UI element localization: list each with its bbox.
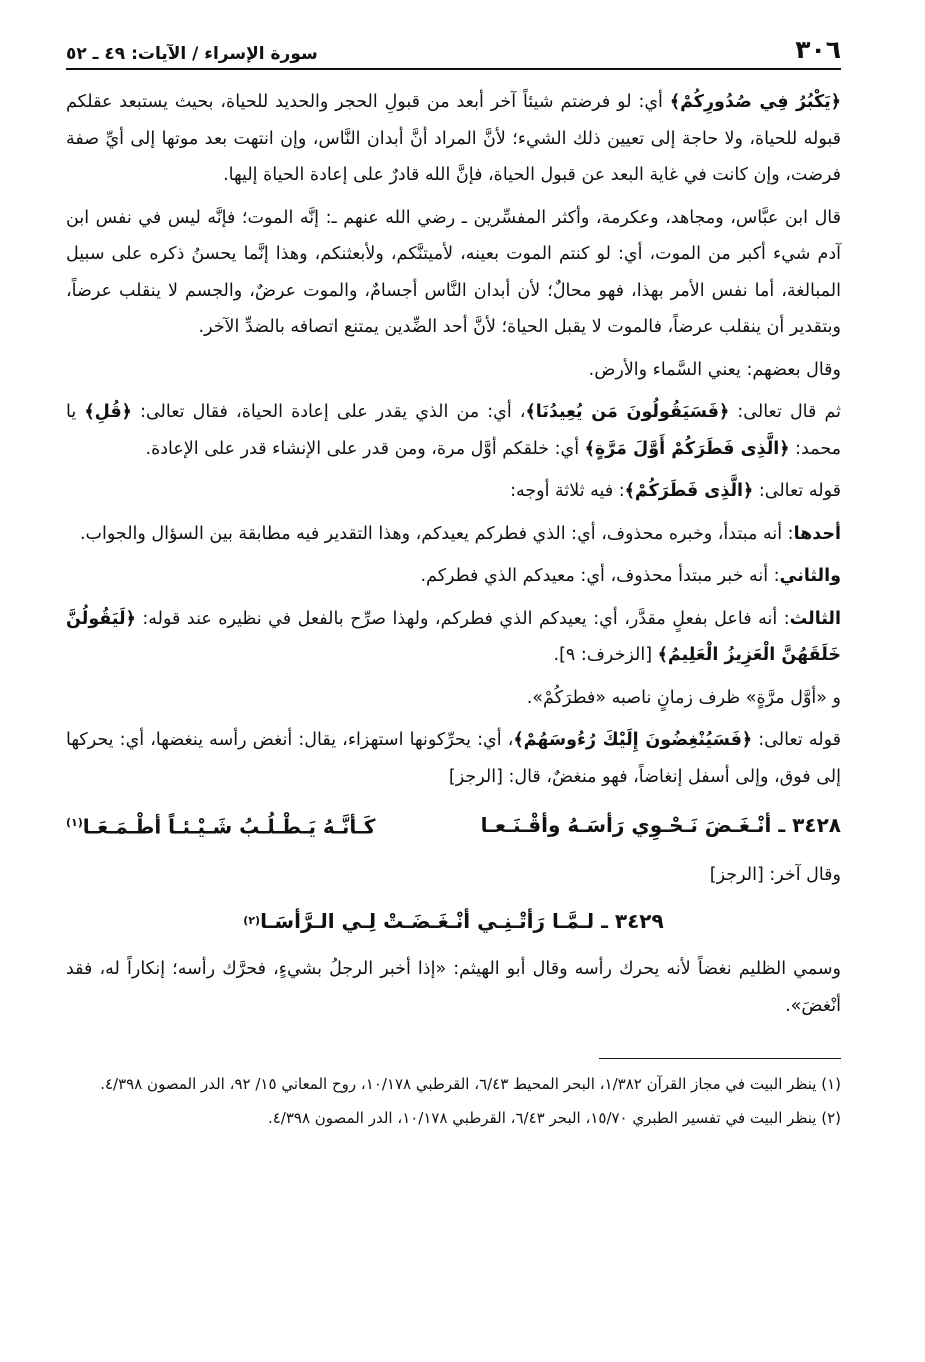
paragraph	[66, 473, 841, 510]
quran-quote: ﴿قُلِ﴾	[84, 402, 132, 422]
paragraph-text: ، أي: يحرِّكونها استهزاء، يقال: أنغض رأسه ينغضها، أي: يحركها إلى فوق، وإلى أسفل إنغاضاً، فهو منغضٌ، قال: [الرجز]	[66, 730, 841, 787]
quran-quote: ﴿فَسَيُنْغِضُونَ إِلَيْكَ رُءُوسَهُمْ﴾	[513, 730, 753, 750]
paragraph	[66, 558, 841, 595]
verse-text: كَـأنَّـهُ يَـطْـلُـبُ شَـيْـئـاً أطْـمَـعَـا	[82, 814, 376, 839]
footnotes	[66, 1069, 841, 1133]
quran-quote: ﴿الَّذِى فَطَرَكُمْ﴾	[624, 481, 754, 501]
paragraph-text: : أنه خبر مبتدأ محذوف، أي: معيدكم الذي فطركم.	[420, 566, 780, 586]
paragraph-text: قوله تعالى:	[753, 481, 841, 501]
footnote: (١) ينظر البيت في مجاز القرآن ١/٣٨٢، البحر المحيط ٦/٤٣، القرطبي ١٠/١٧٨، روح المعاني ١٥/ ٩٢، الدر المصون ٤/٣٩٨.	[100, 1075, 841, 1094]
quran-quote: ﴿الَّذِى فَطَرَكُمْ أَوَّلَ مَرَّةٍ﴾	[584, 438, 790, 459]
paragraph-text: : فيه ثلاثة أوجه:	[510, 481, 625, 501]
footnote-marker: (١)	[66, 816, 83, 829]
paragraph	[66, 394, 841, 467]
quran-quote: ﴿فَسَيَقُولُونَ مَن يُعِيدُنَا﴾	[525, 402, 730, 422]
quran-quote: ﴿يَكْبُرُ فِي صُدُورِكُمْ﴾	[669, 92, 841, 112]
point-label: الثالث	[789, 608, 841, 629]
point-label: والثاني	[779, 566, 841, 586]
book-page	[66, 28, 841, 1137]
footnote-marker: (٢)	[243, 914, 261, 928]
paragraph-text: يا محمد:	[66, 402, 841, 459]
paragraph: وقال آخر: [الرجز]	[709, 864, 841, 885]
paragraph	[66, 84, 841, 194]
paragraph-text: : أنه فاعل بفعلٍ مقدَّر، أي: يعيدكم الذي فطركم، ولهذا صرِّح بالفعل في نظيره عند قوله:	[135, 608, 790, 629]
poetry-verse	[66, 899, 841, 943]
paragraph	[66, 722, 841, 795]
poetry-verse	[66, 801, 841, 849]
paragraph: وقال بعضهم: يعني السَّماء والأرض.	[588, 359, 841, 380]
page-number: ٣٠٦	[795, 35, 841, 64]
paragraph: و «أوَّل مرَّةٍ» ظرف زمانٍ ناصبه «فطرَكُمْ».	[526, 687, 841, 708]
paragraph-text: [الزخرف: ٩].	[553, 645, 658, 665]
point-label: أحدها	[793, 523, 841, 544]
running-title: سورة الإسراء / الآيات: ٤٩ ـ ٥٢	[66, 44, 318, 64]
main-text	[66, 84, 841, 1024]
verse-second-hemistich	[66, 801, 375, 849]
quran-quote: ﴿لَيَقُولُنَّ خَلَقَهُنَّ الْعَزِيزُ الْعَلِيمُ﴾	[66, 608, 841, 665]
verse-first-hemistich: ٣٤٢٨ ـ أنْـغَـضَ نَـحْـوِي رَأسَـهُ وأقْـنَـعـا	[480, 812, 841, 837]
footnote: (٢) ينظر البيت في تفسير الطبري ١٥/٧٠، البحر ٦/٤٣، القرطبي ١٠/١٧٨، الدر المصون ٤/٣٩٨.	[267, 1109, 841, 1128]
paragraph-text: ، أي: من الذي يقدر على إعادة الحياة، فقال تعالى:	[131, 402, 526, 422]
footnote-divider	[599, 1058, 841, 1059]
paragraph	[66, 601, 841, 674]
paragraph	[66, 516, 841, 553]
paragraph-text: : أنه مبتدأ، وخبره محذوف، أي: الذي فطركم يعيدكم، وهذا التقدير فيه مطابقة بين السؤال والجواب.	[79, 523, 794, 544]
page-header	[66, 28, 841, 70]
paragraph-text: قوله تعالى:	[752, 730, 841, 750]
paragraph-text: ثم قال تعالى:	[729, 402, 842, 422]
paragraph-text: أي: خلقكم أوَّل مرة، ومن قدر على الإنشاء قدر على الإعادة.	[145, 438, 585, 459]
verse-text: ٣٤٢٩ ـ لـمَّـا رَأتْـنِـي أنْـغَـضَـتْ لِـي الـرَّأسَـا	[260, 909, 664, 934]
paragraph: قال ابن عبَّاس، ومجاهد، وعكرمة، وأكثر المفسِّرين ـ رضي الله عنهم ـ: إنَّه الموت؛ فإنَّه ليس في نفس ابن آدم شيء أكبر من الموت، أي: لو كنتم الموت بعينه، لأميتنَّكم، ولأبعثنكم، وهذا إنَّما يحسنُ ذكره على سبيل المبالغة، أما نفس الأمر بهذا، فهو محالٌ؛ لأن أبدان النَّاس أجسامٌ، والموت عرضٌ، والجسم لا ينقلب عرضاً، وبتقدير أن ينقلب عرضاً، فالموت لا يقبل الحياة؛ لأنَّ أحد الضِّدين يمتنع اتصافه بالضدِّ الآخر.	[66, 207, 841, 337]
paragraph: وسمي الظليم نغضاً لأنه يحرك رأسه وقال أبو الهيثم: «إذا أخبر الرجلُ بشيءٍ، فحرَّك رأسه؛ إنكاراً له، فقد أنْغضَ».	[66, 959, 841, 1016]
paragraph-text: أي: لو فرضتم شيئاً آخر أبعد من قبولِ الحجر والحديد للحياة، بحيث يستبعد عقلكم قبوله للحياة، ولا حاجة إلى تعيين ذلك الشيء؛ لأنَّ المراد أنَّ أبدان النَّاس، وإن انتهت بعد موتها إلى أيِّ صفة فرضت، وإن كانت في غاية البعد عن قبول الحياة، فإنَّ الله قادرٌ على إعادة الحياة إليها.	[66, 92, 841, 185]
